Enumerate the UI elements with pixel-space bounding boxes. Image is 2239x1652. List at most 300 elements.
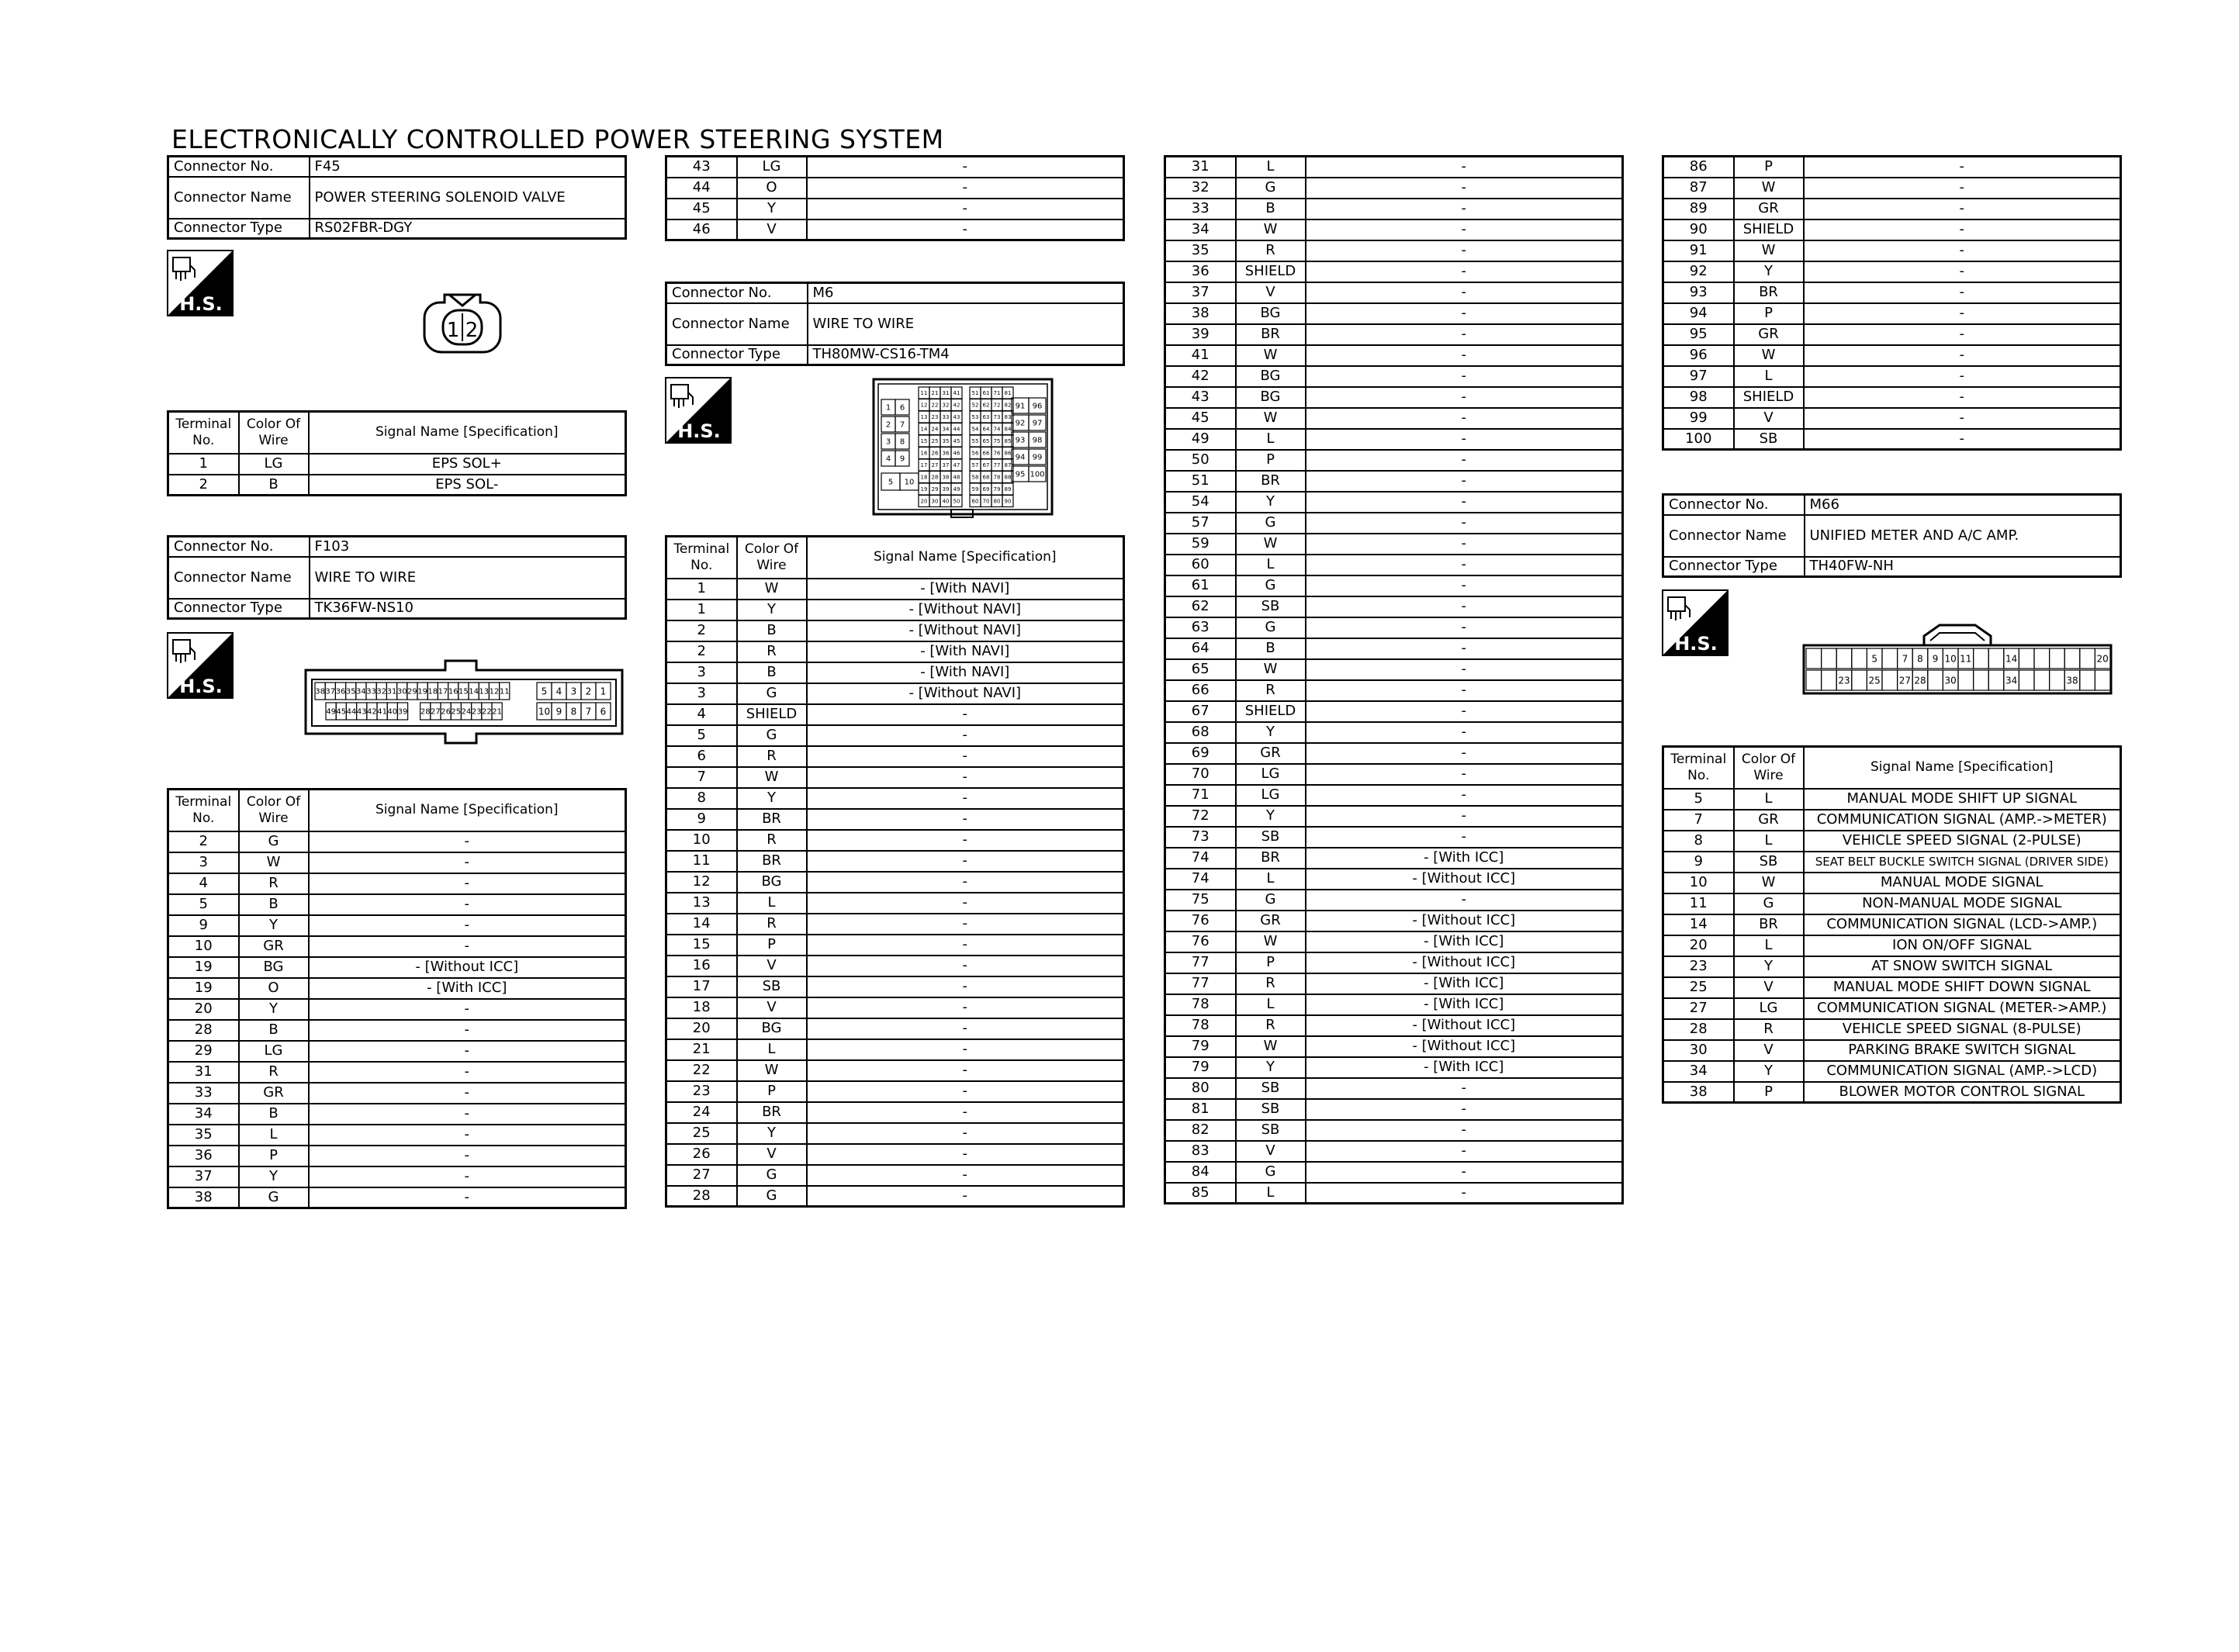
terminal-cell: 26: [666, 1144, 737, 1165]
color-cell: Y: [239, 999, 309, 1020]
color-cell: L: [1236, 1183, 1306, 1204]
pin-number: 30: [396, 687, 407, 696]
connector-type-label: Connector Type: [666, 345, 808, 365]
color-cell: SHIELD: [1734, 387, 1804, 408]
terminal-cell: 87: [1663, 178, 1734, 199]
pin-number: 16: [448, 687, 459, 696]
pin-number: 20: [920, 498, 928, 505]
table-row: [666, 178, 1124, 199]
pin-number: 72: [993, 402, 1001, 409]
terminal-cell: 9: [168, 915, 239, 936]
terminal-cell: 96: [1663, 345, 1734, 366]
table-row: [1165, 471, 1623, 492]
color-cell: P: [1236, 952, 1306, 973]
pin-number: 86: [1004, 450, 1012, 457]
signal-cell: -: [1306, 450, 1623, 471]
table-row: [666, 620, 1124, 641]
signal-cell: -: [1804, 219, 2121, 240]
table-row: [1165, 492, 1623, 513]
color-cell: GR: [1236, 911, 1306, 931]
color-cell: SB: [1236, 1120, 1306, 1141]
terminal-cell: 43: [666, 157, 737, 178]
terminal-cell: 31: [168, 1062, 239, 1083]
terminal-cell: 25: [666, 1123, 737, 1144]
terminal-cell: 59: [1165, 534, 1236, 555]
table-row: [168, 957, 626, 978]
pin-number: 70: [982, 498, 990, 505]
hs-label: H.S.: [1674, 633, 1718, 655]
signal-cell: -: [1306, 387, 1623, 408]
color-cell: O: [239, 978, 309, 999]
pin-cavity: [1822, 648, 1837, 669]
pin-cavity: [1822, 670, 1837, 690]
table-row: [1165, 282, 1623, 303]
table-row: [1663, 977, 2121, 998]
color-cell: W: [1734, 178, 1804, 199]
color-cell: B: [239, 475, 309, 496]
color-cell: B: [737, 620, 807, 641]
terminal-cell: 33: [168, 1083, 239, 1104]
terminal-cell: 1: [666, 600, 737, 620]
table-row: [1663, 1019, 2121, 1040]
harness-side-icon: [665, 377, 732, 444]
signal-cell: -: [807, 1186, 1124, 1207]
connector-name-label: Connector Name: [1663, 515, 1805, 557]
color-cell: LG: [239, 1041, 309, 1062]
pin-number: 26: [931, 450, 939, 457]
color-cell: Y: [737, 199, 807, 219]
signal-cell: - [With ICC]: [1306, 973, 1623, 994]
table-row: [1165, 806, 1623, 827]
table-row: [1663, 178, 2121, 199]
table-row: [666, 830, 1124, 851]
terminal-cell: 100: [1663, 429, 1734, 450]
pin-number: 9: [1932, 653, 1939, 665]
color-cell: Y: [737, 788, 807, 809]
signal-cell: -: [807, 157, 1124, 178]
pin-number: 3: [885, 437, 891, 447]
pin-number: 9: [555, 706, 562, 717]
terminal-cell: 23: [1663, 956, 1734, 977]
color-header: Color Of Wire: [239, 412, 309, 454]
terminal-cell: 82: [1165, 1120, 1236, 1141]
pin-number: 30: [1944, 675, 1957, 686]
pin-number: 44: [953, 426, 960, 433]
terminal-cell: 28: [1663, 1019, 1734, 1040]
color-cell: P: [737, 1081, 807, 1102]
table-row: [168, 831, 626, 852]
table-row: [666, 641, 1124, 662]
color-cell: R: [737, 914, 807, 935]
connector-no-value: F103: [310, 537, 626, 557]
color-cell: P: [239, 1146, 309, 1166]
color-cell: R: [1734, 1019, 1804, 1040]
pin-cavity: [1882, 670, 1898, 690]
table-row: [1663, 282, 2121, 303]
signal-cell: -: [1306, 701, 1623, 722]
terminal-cell: 75: [1165, 890, 1236, 911]
color-cell: BR: [1734, 914, 1804, 935]
table-row: [666, 683, 1124, 704]
table-row: [168, 1083, 626, 1104]
m66-info-block: [1662, 493, 2122, 578]
pin-number: 41: [953, 390, 960, 397]
signal-cell: COMMUNICATION SIGNAL (METER->AMP.): [1804, 998, 2121, 1019]
pin-number: 3: [570, 686, 577, 697]
color-cell: BR: [1236, 848, 1306, 869]
pin-number: 20: [2096, 653, 2109, 665]
table-row: [1165, 680, 1623, 701]
table-row: [666, 1081, 1124, 1102]
signal-cell: VEHICLE SPEED SIGNAL (2-PULSE): [1804, 831, 2121, 852]
color-cell: SB: [1236, 1099, 1306, 1120]
signal-cell: - [With ICC]: [1306, 994, 1623, 1015]
signal-cell: VEHICLE SPEED SIGNAL (8-PULSE): [1804, 1019, 2121, 1040]
pin-number: 43: [953, 414, 960, 421]
terminal-cell: 34: [1663, 1061, 1734, 1082]
color-cell: R: [1236, 240, 1306, 261]
pin-number: 64: [982, 426, 990, 433]
pin-number: 5: [541, 686, 548, 697]
signal-cell: MANUAL MODE SHIFT UP SIGNAL: [1804, 789, 2121, 810]
terminal-cell: 37: [168, 1166, 239, 1187]
signal-cell: NON-MANUAL MODE SIGNAL: [1804, 893, 2121, 914]
table-row: [1165, 973, 1623, 994]
signal-cell: -: [807, 1060, 1124, 1081]
pin-number: 13: [479, 687, 490, 696]
f103-connector-face: [304, 659, 624, 745]
pin-number: 84: [1004, 426, 1012, 433]
pin-cavity: [1988, 648, 2004, 669]
table-row: [1165, 638, 1623, 659]
connector-name-value: WIRE TO WIRE: [310, 557, 626, 599]
pin-number: 30: [931, 498, 939, 505]
table-row: [168, 978, 626, 999]
signal-cell: -: [1306, 1141, 1623, 1162]
signal-cell: - [Without ICC]: [1306, 1036, 1623, 1057]
signal-cell: - [Without ICC]: [1306, 1015, 1623, 1036]
pin-number: 29: [931, 486, 939, 493]
pin-number: 41: [377, 707, 387, 717]
pin-number: 78: [993, 474, 1001, 481]
terminal-cell: 67: [1165, 701, 1236, 722]
terminal-cell: 5: [666, 725, 737, 746]
terminal-cell: 38: [168, 1187, 239, 1208]
pin-number: 58: [971, 474, 979, 481]
signal-cell: -: [1306, 617, 1623, 638]
color-cell: W: [1236, 534, 1306, 555]
terminal-cell: 41: [1165, 345, 1236, 366]
pin-number: 19: [920, 486, 928, 493]
connector-no-value: M6: [808, 283, 1124, 303]
signal-cell: - [Without ICC]: [1306, 869, 1623, 890]
table-row: [1663, 429, 2121, 450]
signal-cell: -: [1306, 199, 1623, 219]
pin-number: 11: [1960, 653, 1972, 665]
color-cell: BR: [1236, 471, 1306, 492]
table-row: [1165, 513, 1623, 534]
terminal-cell: 9: [666, 809, 737, 830]
color-cell: BG: [239, 957, 309, 978]
terminal-cell: 20: [666, 1018, 737, 1039]
pin-number: 59: [971, 486, 979, 493]
terminal-cell: 71: [1165, 785, 1236, 806]
pin-number: 79: [993, 486, 1001, 493]
signal-cell: -: [1306, 1162, 1623, 1183]
table-row: [666, 851, 1124, 872]
terminal-cell: 19: [168, 978, 239, 999]
signal-cell: - [With ICC]: [309, 978, 626, 999]
color-cell: Y: [1734, 956, 1804, 977]
pin-number: 23: [1838, 675, 1850, 686]
signal-cell: -: [807, 767, 1124, 788]
pin-number: 12: [920, 402, 928, 409]
color-cell: B: [737, 662, 807, 683]
pin-number: 48: [953, 474, 960, 481]
color-cell: R: [737, 830, 807, 851]
color-cell: P: [1734, 157, 1804, 178]
pin-number: 14: [920, 426, 928, 433]
pin-number: 14: [469, 687, 479, 696]
table-row: [1165, 366, 1623, 387]
pin-number: 45: [336, 707, 347, 717]
pin-cavity: [2080, 648, 2095, 669]
signal-header: Signal Name [Specification]: [309, 412, 626, 454]
pin-number: 38: [942, 474, 950, 481]
table-row: [168, 915, 626, 936]
color-cell: Y: [239, 1166, 309, 1187]
m6-terminal-table-a: [665, 155, 1125, 241]
color-header: Color Of Wire: [1734, 747, 1804, 789]
table-row: [666, 704, 1124, 725]
signal-cell: -: [1306, 1183, 1623, 1204]
color-cell: G: [1236, 890, 1306, 911]
pin-number: 8: [1917, 653, 1923, 665]
pin-cavity: [2034, 670, 2050, 690]
table-row: [666, 872, 1124, 893]
color-cell: GR: [239, 936, 309, 957]
pin-number: 87: [1004, 462, 1012, 469]
table-row: [1165, 387, 1623, 408]
terminal-cell: 24: [666, 1102, 737, 1123]
f45-info-block: [167, 155, 627, 240]
color-cell: L: [1734, 789, 1804, 810]
color-cell: R: [239, 1062, 309, 1083]
pin-number: 10: [538, 706, 551, 717]
signal-cell: -: [807, 935, 1124, 956]
terminal-cell: 81: [1165, 1099, 1236, 1120]
pin-number: 99: [1032, 453, 1043, 462]
m6-connector-face: [870, 376, 1055, 520]
table-row: [666, 199, 1124, 219]
table-row: [1165, 219, 1623, 240]
terminal-cell: 72: [1165, 806, 1236, 827]
color-cell: W: [1734, 873, 1804, 893]
table-row: [1663, 831, 2121, 852]
color-cell: L: [1734, 935, 1804, 956]
terminal-cell: 12: [666, 872, 737, 893]
color-cell: G: [737, 1165, 807, 1186]
color-cell: G: [1236, 513, 1306, 534]
signal-cell: -: [1306, 638, 1623, 659]
color-cell: BR: [737, 809, 807, 830]
color-cell: Y: [1236, 1057, 1306, 1078]
color-cell: V: [1236, 1141, 1306, 1162]
terminal-cell: 61: [1165, 575, 1236, 596]
table-row: [1165, 303, 1623, 324]
pin-cavity: [1852, 670, 1867, 690]
signal-cell: - [With NAVI]: [807, 641, 1124, 662]
terminal-cell: 10: [168, 936, 239, 957]
table-row: [168, 1125, 626, 1146]
table-row: [666, 746, 1124, 767]
pin-number: 77: [993, 462, 1001, 469]
pin-number: 2: [585, 686, 592, 697]
pin-number: 18: [427, 687, 438, 696]
table-row: [1165, 429, 1623, 450]
pin-number: 60: [971, 498, 979, 505]
terminal-cell: 10: [1663, 873, 1734, 893]
color-cell: SB: [1236, 827, 1306, 848]
pin-number: 93: [1015, 436, 1026, 445]
pin-number: 39: [397, 707, 408, 717]
signal-cell: -: [807, 1165, 1124, 1186]
pin-number: 40: [942, 498, 950, 505]
signal-cell: BLOWER MOTOR CONTROL SIGNAL: [1804, 1082, 2121, 1103]
signal-cell: COMMUNICATION SIGNAL (AMP.->METER): [1804, 810, 2121, 831]
color-cell: SB: [1236, 1078, 1306, 1099]
signal-cell: -: [1306, 513, 1623, 534]
connector-no-label: Connector No.: [666, 283, 808, 303]
signal-cell: -: [309, 1041, 626, 1062]
terminal-cell: 4: [168, 873, 239, 894]
signal-cell: AT SNOW SWITCH SIGNAL: [1804, 956, 2121, 977]
signal-cell: -: [807, 830, 1124, 851]
terminal-cell: 11: [1663, 893, 1734, 914]
signal-cell: EPS SOL-: [309, 475, 626, 496]
color-cell: P: [1734, 303, 1804, 324]
pin-number: 5: [888, 478, 894, 487]
color-cell: V: [737, 1144, 807, 1165]
signal-cell: MANUAL MODE SIGNAL: [1804, 873, 2121, 893]
terminal-cell: 89: [1663, 199, 1734, 219]
table-row: [1165, 701, 1623, 722]
signal-cell: - [Without ICC]: [1306, 911, 1623, 931]
signal-cell: -: [1306, 827, 1623, 848]
pin-cavity: [2095, 670, 2110, 690]
table-row: [1165, 1141, 1623, 1162]
table-row: [1165, 408, 1623, 429]
terminal-cell: 29: [168, 1041, 239, 1062]
pin-number: 38: [315, 687, 325, 696]
pin-number: 33: [366, 687, 376, 696]
pin-number: 57: [971, 462, 979, 469]
color-cell: G: [1734, 893, 1804, 914]
pin-number: 15: [459, 687, 469, 696]
signal-cell: -: [1306, 785, 1623, 806]
pin-number: 38: [2066, 675, 2078, 686]
color-cell: SHIELD: [1236, 261, 1306, 282]
terminal-cell: 66: [1165, 680, 1236, 701]
signal-cell: -: [1306, 1099, 1623, 1120]
pin-number: 19: [417, 687, 427, 696]
table-row: [666, 997, 1124, 1018]
terminal-cell: 86: [1663, 157, 1734, 178]
pin-number: 50: [953, 498, 960, 505]
color-cell: LG: [1734, 998, 1804, 1019]
terminal-cell: 14: [1663, 914, 1734, 935]
pin-number: 28: [931, 474, 939, 481]
pin-number: 1: [885, 403, 891, 413]
terminal-cell: 76: [1165, 931, 1236, 952]
terminal-cell: 3: [666, 662, 737, 683]
connector-name-value: UNIFIED METER AND A/C AMP.: [1805, 515, 2121, 557]
m6-info-block: [665, 282, 1125, 366]
signal-header: Signal Name [Specification]: [807, 537, 1124, 579]
signal-cell: -: [1306, 240, 1623, 261]
terminal-cell: 92: [1663, 261, 1734, 282]
color-cell: W: [737, 767, 807, 788]
signal-cell: -: [807, 788, 1124, 809]
terminal-cell: 84: [1165, 1162, 1236, 1183]
pin-cavity: [2050, 670, 2065, 690]
terminal-cell: 70: [1165, 764, 1236, 785]
pin-number: 11: [920, 390, 928, 397]
terminal-cell: 37: [1165, 282, 1236, 303]
terminal-cell: 34: [168, 1104, 239, 1125]
table-row: [666, 1144, 1124, 1165]
color-cell: W: [1734, 345, 1804, 366]
table-row: [168, 999, 626, 1020]
connector-type-label: Connector Type: [168, 219, 310, 239]
terminal-cell: 17: [666, 976, 737, 997]
pin-number: 45: [953, 438, 960, 445]
pin-number: 21: [931, 390, 939, 397]
pin-number: 56: [971, 450, 979, 457]
terminal-header: Terminal No.: [1663, 747, 1734, 789]
color-cell: R: [239, 873, 309, 894]
color-cell: Y: [1734, 261, 1804, 282]
color-cell: BG: [737, 872, 807, 893]
terminal-cell: 8: [1663, 831, 1734, 852]
table-row: [168, 475, 626, 496]
terminal-cell: 5: [1663, 789, 1734, 810]
table-row: [666, 725, 1124, 746]
table-row: [1663, 1082, 2121, 1103]
color-cell: G: [737, 725, 807, 746]
color-cell: SB: [1734, 852, 1804, 873]
harness-side-icon: [167, 250, 234, 316]
color-cell: Y: [239, 915, 309, 936]
table-row: [168, 1146, 626, 1166]
pin-number: 34: [942, 426, 950, 433]
color-cell: W: [737, 579, 807, 600]
pin-number: 27: [931, 462, 939, 469]
pin-number: 85: [1004, 438, 1012, 445]
table-row: [1165, 199, 1623, 219]
pin-number: 69: [982, 486, 990, 493]
color-cell: Y: [737, 600, 807, 620]
signal-cell: -: [1306, 890, 1623, 911]
terminal-cell: 28: [168, 1020, 239, 1041]
table-row: [1165, 931, 1623, 952]
signal-cell: -: [309, 1020, 626, 1041]
terminal-cell: 93: [1663, 282, 1734, 303]
signal-cell: -: [309, 1187, 626, 1208]
terminal-cell: 27: [666, 1165, 737, 1186]
color-cell: P: [1734, 1082, 1804, 1103]
signal-cell: -: [309, 999, 626, 1020]
